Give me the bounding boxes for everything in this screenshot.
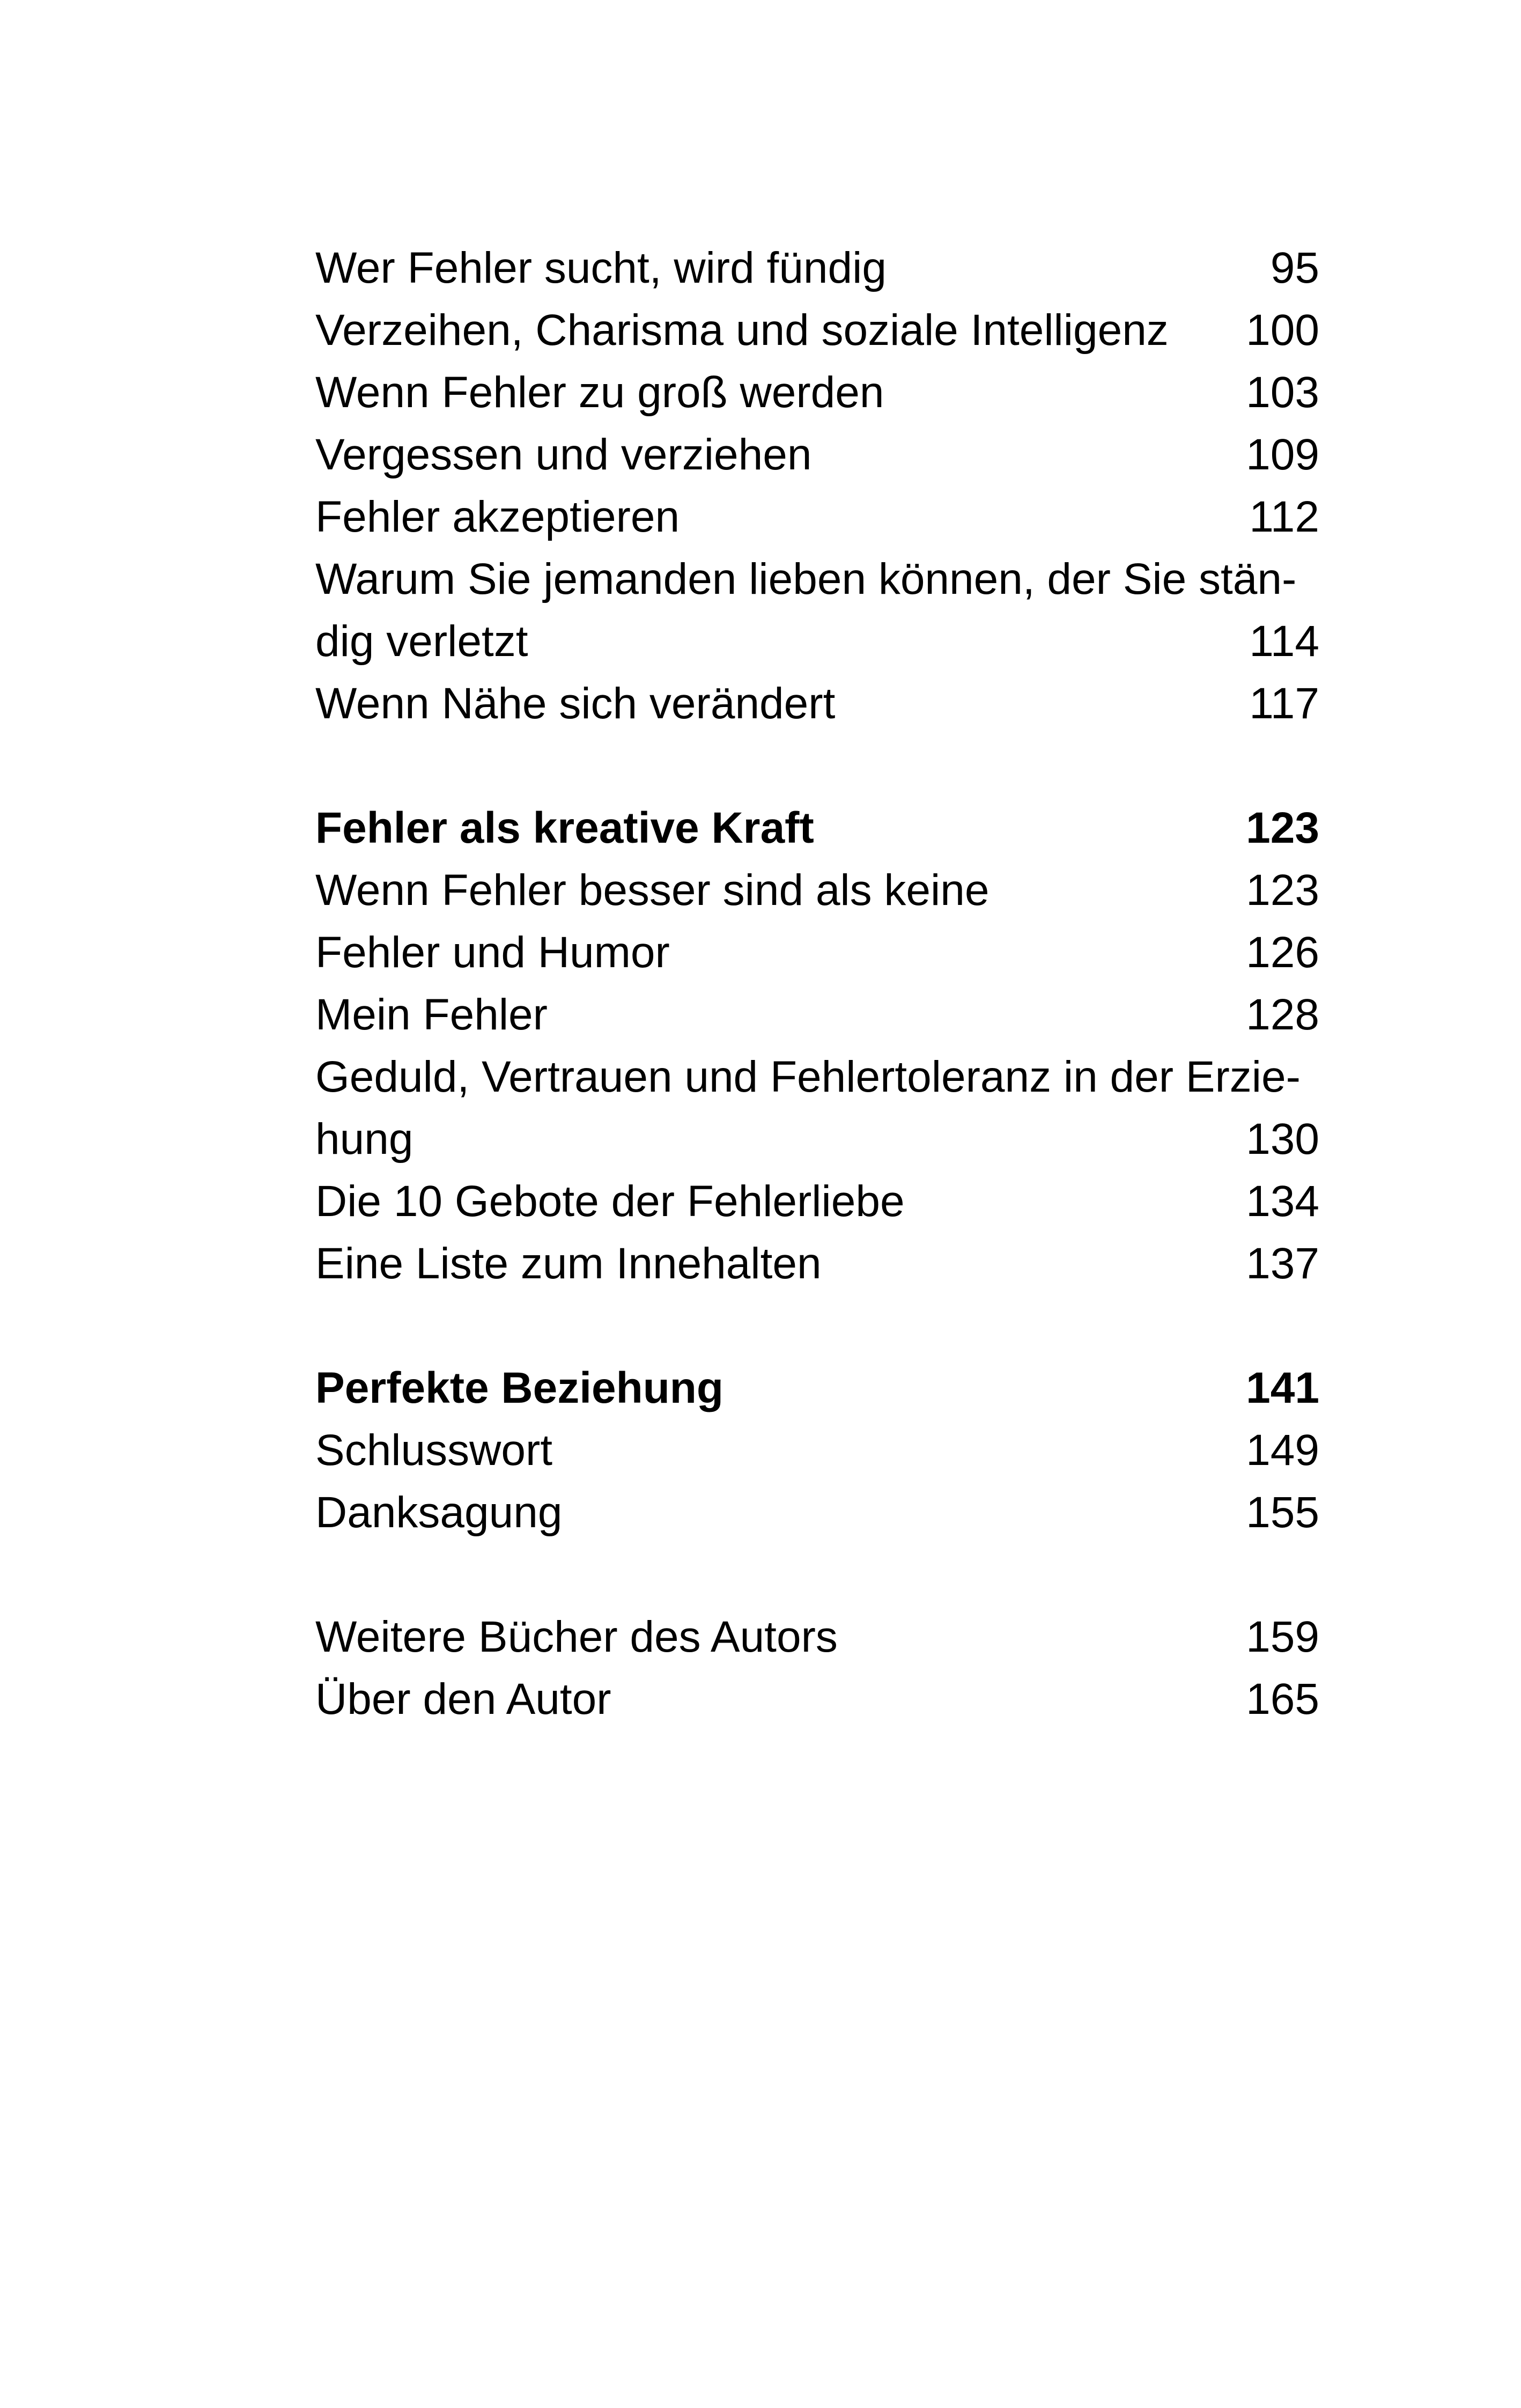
toc-page-number: 126 [1246, 928, 1319, 977]
toc-page-number: 117 [1249, 679, 1319, 728]
toc-page-number: 155 [1246, 1488, 1319, 1537]
toc-page-number: 137 [1246, 1239, 1319, 1288]
toc-entry [315, 984, 1319, 1046]
section-spacer [315, 735, 1319, 797]
toc-entry [315, 486, 1319, 548]
toc-page-number: 130 [1246, 1115, 1319, 1164]
section-spacer [315, 1544, 1319, 1606]
toc-entry-title: hung [315, 1115, 414, 1164]
toc-entry-title: Danksagung [315, 1488, 563, 1537]
toc-entry [315, 922, 1319, 984]
toc-entry-title: Wer Fehler sucht, wird fündig [315, 244, 887, 292]
toc-page-number: 123 [1246, 804, 1319, 852]
toc-page-number: 165 [1246, 1675, 1319, 1724]
toc-entry-title: Verzeihen, Charisma und soziale Intelligenz [315, 306, 1169, 355]
toc-entry-title: Eine Liste zum Innehalten [315, 1239, 822, 1288]
toc-entry [315, 1419, 1319, 1482]
toc-page-number: 123 [1246, 866, 1319, 915]
toc-section-heading [315, 1357, 1319, 1419]
toc-page-number: 128 [1246, 990, 1319, 1039]
toc-entry [315, 673, 1319, 735]
toc-entry-title: Fehler akzeptieren [315, 492, 680, 541]
toc-entry [315, 1482, 1319, 1544]
toc-page-number: 95 [1270, 244, 1319, 292]
toc-entry-title: Fehler und Humor [315, 928, 670, 977]
toc-entry [315, 610, 1319, 673]
toc-entry-title: dig verletzt [315, 617, 528, 666]
toc-entry [315, 1668, 1319, 1730]
toc-entry [315, 299, 1319, 362]
toc-entry-title: Perfekte Beziehung [315, 1364, 723, 1412]
toc-entry [315, 1108, 1319, 1170]
toc-entry [315, 424, 1319, 486]
toc-entry-title: Über den Autor [315, 1675, 611, 1724]
toc-entry [315, 1233, 1319, 1295]
toc-entry-title: Warum Sie jemanden lieben können, der Sie stän- [315, 555, 1297, 603]
toc-page-number: 114 [1249, 617, 1319, 666]
toc-entry-title: Geduld, Vertrauen und Fehlertoleranz in der Erzie- [315, 1052, 1301, 1101]
toc-entry [315, 362, 1319, 424]
toc-page-number: 103 [1246, 368, 1319, 417]
toc-page-number: 112 [1249, 492, 1319, 541]
section-spacer [315, 1295, 1319, 1357]
toc-entry [315, 859, 1319, 922]
toc-entry [315, 1170, 1319, 1233]
toc-entry-title: Die 10 Gebote der Fehlerliebe [315, 1177, 905, 1226]
toc-section-heading [315, 797, 1319, 859]
toc-entry-title: Schlusswort [315, 1426, 553, 1475]
toc-entry-title: Mein Fehler [315, 990, 548, 1039]
toc-entry [315, 548, 1319, 610]
toc-entry-title: Vergessen und verziehen [315, 430, 812, 479]
toc-entry-title: Fehler als kreative Kraft [315, 804, 814, 852]
toc-entry [315, 237, 1319, 299]
toc-entry-title: Weitere Bücher des Autors [315, 1612, 838, 1661]
toc-page-number: 109 [1246, 430, 1319, 479]
toc-entry [315, 1606, 1319, 1668]
toc-page-number: 149 [1246, 1426, 1319, 1475]
toc-entry-title: Wenn Fehler zu groß werden [315, 368, 884, 417]
toc-entry-title: Wenn Fehler besser sind als keine [315, 866, 990, 915]
toc-page-number: 100 [1246, 306, 1319, 355]
toc-entry [315, 1046, 1319, 1108]
toc-page-number: 159 [1246, 1612, 1319, 1661]
table-of-contents [315, 237, 1319, 1730]
toc-page-number: 134 [1246, 1177, 1319, 1226]
toc-page-number: 141 [1246, 1364, 1319, 1412]
toc-entry-title: Wenn Nähe sich verändert [315, 679, 836, 728]
